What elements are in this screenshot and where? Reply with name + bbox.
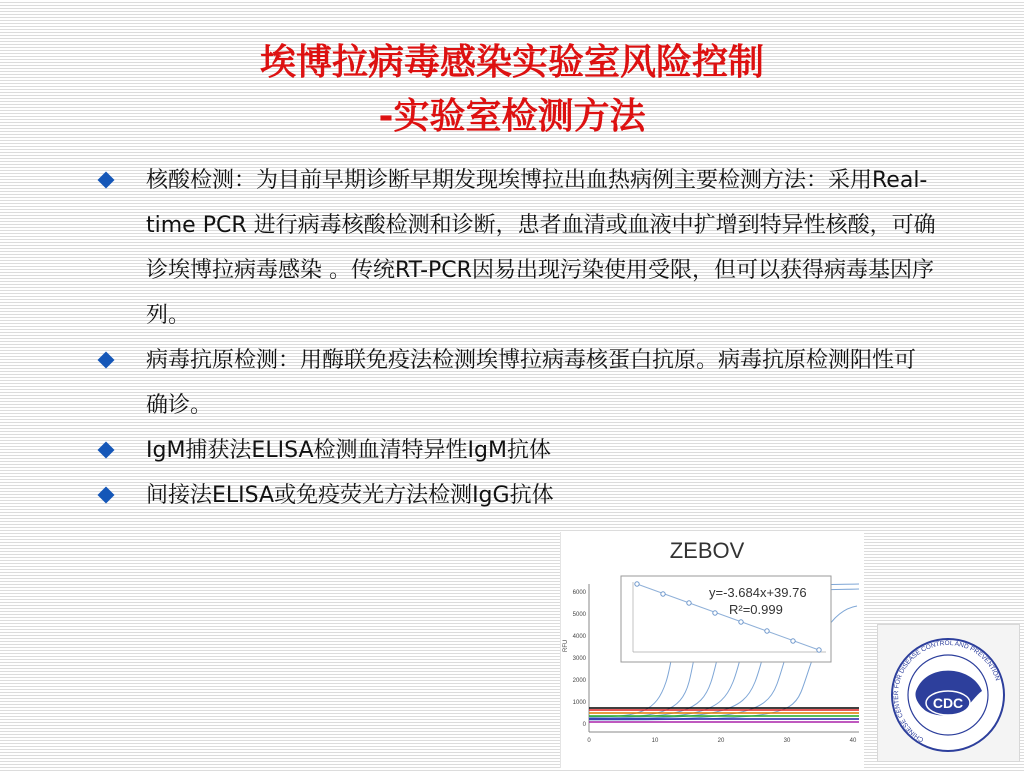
figure-title: ZEBOV <box>669 538 745 563</box>
zebov-pcr-figure <box>560 532 864 768</box>
x-tick-label: 20 <box>717 738 725 744</box>
china-cdc-logo <box>877 624 1020 762</box>
x-tick-label: 0 <box>587 738 591 744</box>
logo-cdc-text: CDC <box>932 695 964 711</box>
regression-equation: y=-3.684x+39.76 <box>709 585 807 600</box>
diamond-bullet-icon <box>98 172 115 189</box>
y-axis-label: RFU <box>563 639 569 652</box>
bullet-item-igm <box>96 428 936 473</box>
bullet-item-igg <box>96 473 936 518</box>
diamond-bullet-icon <box>98 442 115 459</box>
x-tick-label: 40 <box>849 738 857 744</box>
bullet-list <box>96 158 936 518</box>
slide-subtitle: -实验室检测方法 <box>378 96 646 137</box>
x-tick-label: 10 <box>651 738 659 744</box>
cdc-logo-emblem <box>878 625 1019 761</box>
y-tick-label: 6000 <box>572 590 586 596</box>
bullet-text: IgM捕获法ELISA检测血清特异性IgM抗体 <box>146 438 551 463</box>
bullet-text: 间接法ELISA或免疫荧光方法检测IgG抗体 <box>146 483 554 508</box>
bullet-item-nucleic-acid <box>96 158 936 338</box>
y-tick-label: 0 <box>582 722 586 728</box>
standard-curve-inset <box>621 576 831 662</box>
r-squared: R²=0.999 <box>729 602 783 617</box>
diamond-bullet-icon <box>98 487 115 504</box>
diamond-bullet-icon <box>98 352 115 369</box>
y-tick-label: 2000 <box>572 678 586 684</box>
logo-ring-text: CHINESE CENTER FOR DISEASE CONTROL AND PREVENTION <box>892 639 1001 744</box>
slide-title: 埃博拉病毒感染实验室风险控制 <box>259 42 764 83</box>
x-tick-label: 30 <box>783 738 791 744</box>
bullet-text: 病毒抗原检测：用酶联免疫法检测埃博拉病毒核蛋白抗原。病毒抗原检测阳性可确诊。 <box>146 348 917 418</box>
bullet-item-antigen <box>96 338 936 428</box>
y-tick-label: 4000 <box>572 634 586 640</box>
y-tick-label: 3000 <box>572 656 586 662</box>
y-tick-label: 5000 <box>572 612 586 618</box>
y-tick-label: 1000 <box>572 700 586 706</box>
amplification-plot <box>561 532 864 768</box>
bullet-text: 核酸检测：为目前早期诊断早期发现埃博拉出血热病例主要检测方法：采用Real-time PCR 进行病毒核酸检测和诊断，患者血清或血液中扩增到特异性核酸，可确诊埃博拉病毒感染 。传统RT-PCR因易出现污染使用受限，但可以获得病毒基因序列。 <box>146 168 936 328</box>
